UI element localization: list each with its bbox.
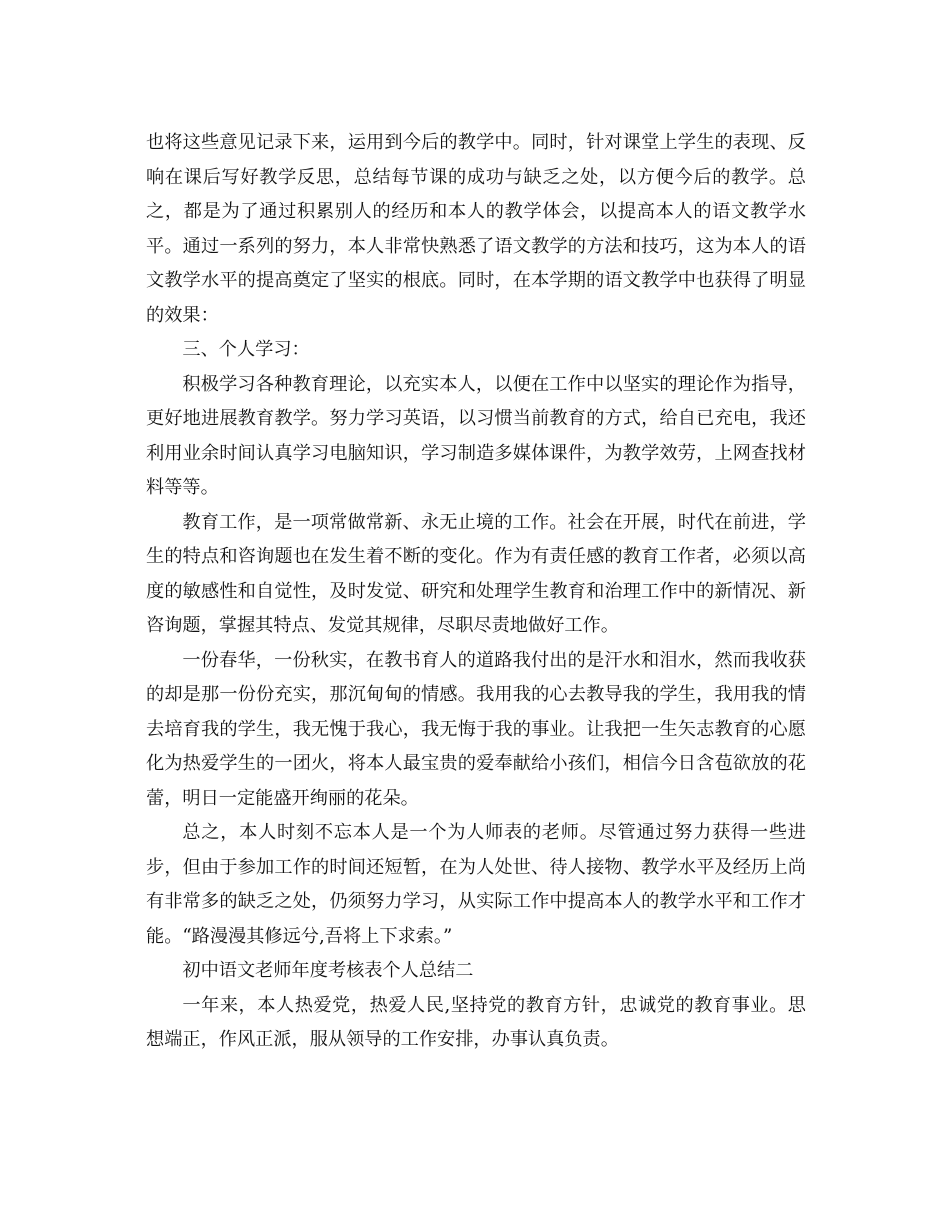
paragraph: 一年来，本人热爱党，热爱人民,坚持党的教育方针，忠诚党的教育事业。思想端正，作风正派，服从领导的工作安排，办事认真负责。 [146, 994, 806, 1050]
section-title-summary-two: 初中语文老师年度考核表个人总结二 [182, 960, 474, 981]
paragraph: 教育工作，是一项常做常新、永无止境的工作。社会在开展，时代在前进，学生的特点和咨询题也在发生着不断的变化。作为有责任感的教育工作者，必须以高度的敏感性和自觉性，及时发觉、研究和处理学生教育和治理工作中的新情况、新咨询题，掌握其特点、发觉其规律，尽职尽责地做好工作。 [146, 511, 806, 636]
section-heading-personal-study: 三、个人学习： [182, 339, 310, 360]
document-body [146, 126, 806, 1058]
paragraph-continuation: 也将这些意见记录下来，运用到今后的教学中。同时，针对课堂上学生的表现、反响在课后写好教学反思，总结每节课的成功与缺乏之处，以方便今后的教学。总之，都是为了通过积累别人的经历和本人的教学体会，以提高本人的语文教学水平。通过一系列的努力，本人非常快熟悉了语文教学的方法和技巧，这为本人的语文教学水平的提高奠定了坚实的根底。同时，在本学期的语文教学中也获得了明显的效果： [146, 132, 806, 326]
paragraph: 总之，本人时刻不忘本人是一个为人师表的老师。尽管通过努力获得一些进步，但由于参加工作的时间还短暂，在为人处世、待人接物、教学水平及经历上尚有非常多的缺乏之处，仍须努力学习，从实际工作中提高本人的教学水平和工作才能。“路漫漫其修远兮,吾将上下求索。” [146, 822, 806, 947]
paragraph: 一份春华，一份秋实，在教书育人的道路我付出的是汗水和泪水，然而我收获的却是那一份份充实，那沉甸甸的情感。我用我的心去教导我的学生，我用我的情去培育我的学生，我无愧于我心，我无悔于我的事业。让我把一生矢志教育的心愿化为热爱学生的一团火，将本人最宝贵的爱奉献给小孩们，相信今日含苞欲放的花蕾，明日一定能盛开绚丽的花朵。 [146, 649, 806, 809]
paragraph: 积极学习各种教育理论，以充实本人，以便在工作中以坚实的理论作为指导，更好地进展教育教学。努力学习英语，以习惯当前教育的方式，给自已充电，我还利用业余时间认真学习电脑知识，学习制造多媒体课件，为教学效劳，上网查找材料等等。 [146, 373, 806, 498]
